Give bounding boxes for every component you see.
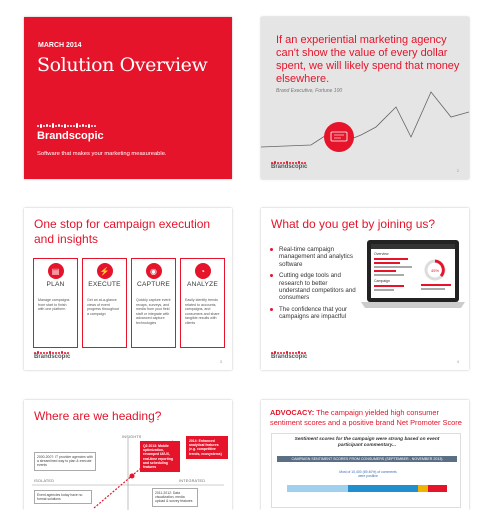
sentiment-panel: [271, 433, 461, 508]
feature-label: PLAN: [46, 281, 65, 288]
laptop-dashboard-graphic: [361, 238, 465, 338]
brand-name: Brandscopic: [34, 354, 71, 360]
feature-column-analyze: [180, 258, 225, 348]
feature-column-plan: [33, 258, 78, 348]
page-number: 4: [456, 359, 459, 364]
sentiment-bar: [287, 485, 447, 492]
slide-thumbnail-2[interactable]: [261, 17, 469, 179]
lightning-icon: ⚡: [97, 263, 113, 279]
slide-thumbnail-6[interactable]: [261, 400, 469, 510]
sentiment-segment: [428, 485, 447, 492]
benefit-item: The confidence that your campaigns are impactful: [269, 306, 357, 321]
camera-icon: ◉: [146, 263, 162, 279]
feature-label: EXECUTE: [88, 281, 121, 288]
roadmap-box: Event agencies today have no formal solutions: [34, 490, 92, 504]
axis-label-insights: INSIGHTS: [122, 435, 142, 439]
roadmap-box-highlight: 2014: Enhanced analytical features (e.g. competitive trends, ecosystems): [186, 436, 228, 459]
logo-dots-icon: [37, 123, 96, 128]
dashboard-campaign-label: Campaign: [374, 279, 390, 283]
feature-label: ANALYZE: [187, 281, 218, 288]
chart-icon: ◔: [195, 263, 211, 279]
feature-description: Manage campaigns from start to finish with one platform: [38, 298, 70, 312]
feature-column-execute: [82, 258, 127, 348]
page-number: 3: [219, 359, 222, 364]
clipboard-icon: ▤: [48, 263, 64, 279]
slide-title: Where are we heading?: [34, 409, 162, 423]
sentiment-callout: Most of 10,400 (69.40%) of comments were positive: [339, 470, 397, 479]
slide-title: One stop for campaign execution and insights: [34, 217, 211, 246]
brand-tagline: Software that makes your marketing measureable.: [37, 151, 167, 157]
slide-thumbnail-5[interactable]: [24, 400, 232, 510]
roadmap-marker-icon: [130, 474, 135, 479]
chat-bubble-icon: [324, 122, 354, 152]
quote-attribution: Brand Executive, Fortune 100: [276, 88, 343, 94]
feature-label: CAPTURE: [137, 281, 170, 288]
page-number: 2: [456, 168, 459, 173]
slide-thumbnail-3[interactable]: [24, 208, 232, 370]
brand-logo: [37, 123, 104, 142]
panel-subtitle: CAMPAIGN SENTIMENT SCORES FROM CONSUMERS (SEPTEMBER - NOVEMBER 2013): [277, 456, 457, 462]
brand-name: Brandscopic: [37, 130, 104, 142]
slide-thumbnail-4[interactable]: [261, 208, 469, 370]
benefit-list: [269, 246, 357, 325]
roadmap-box: 2000-2007: IT provider agencies with a streamlined way to plan & execute events: [34, 452, 96, 471]
sentiment-segment: [348, 485, 418, 492]
slide-title: What do you get by joining us?: [271, 217, 436, 231]
feature-description: Get an at-a-glance views of event progress throughout a campaign: [87, 298, 120, 316]
feature-description: Easily identify trends related to accounts, campaigns, and consumers and share tangible results with clients: [185, 298, 220, 325]
slide-title: [270, 408, 462, 427]
slide-title: Solution Overview: [37, 54, 208, 76]
axis-label-integrated: INTEGRATED: [179, 479, 206, 483]
brand-logo: [34, 351, 70, 360]
slide-quote: If an experiential marketing agency can't show the value of every dollar spent, we will likely spend that money elsewhere.: [276, 34, 460, 85]
dashboard-overview-label: Overview: [374, 252, 389, 256]
gauge-value: 45%: [431, 268, 440, 273]
feature-description: Quickly capture event recaps, surveys, and media from your field staff or integrate with advanced capture technologies: [136, 298, 171, 325]
brand-logo: [271, 161, 307, 170]
axis-label-isolated: ISOLATED: [34, 479, 55, 483]
sentiment-segment: [287, 485, 348, 492]
roadmap-box: 2011-2012: Data visualization, media upload & survey features: [152, 488, 198, 507]
feature-column-capture: [131, 258, 176, 348]
benefit-item: Cutting edge tools and research to better understand competitors and consumers: [269, 272, 357, 302]
slide-thumbnail-1[interactable]: [24, 17, 232, 179]
title-rest: The campaign yielded high consumer sentiment scores and a positive brand Net Promoter Score: [270, 408, 462, 427]
brand-name: Brandscopic: [271, 164, 308, 170]
brand-name: Brandscopic: [271, 354, 308, 360]
title-highlight: ADVOCACY:: [270, 408, 315, 417]
feature-columns: [33, 258, 225, 348]
slide-date: MARCH 2014: [38, 42, 82, 49]
benefit-item: Real-time campaign management and analytics software: [269, 246, 357, 268]
sentiment-segment: [418, 485, 428, 492]
roadmap-box-highlight: Q3 2013: Mobile optimization, revamped UI/UX, real-time reporting and scheduling features: [140, 441, 180, 472]
panel-title: Sentiment scores for the campaign were strong based on event participant commentary...: [294, 437, 440, 448]
brand-logo: [271, 351, 307, 360]
